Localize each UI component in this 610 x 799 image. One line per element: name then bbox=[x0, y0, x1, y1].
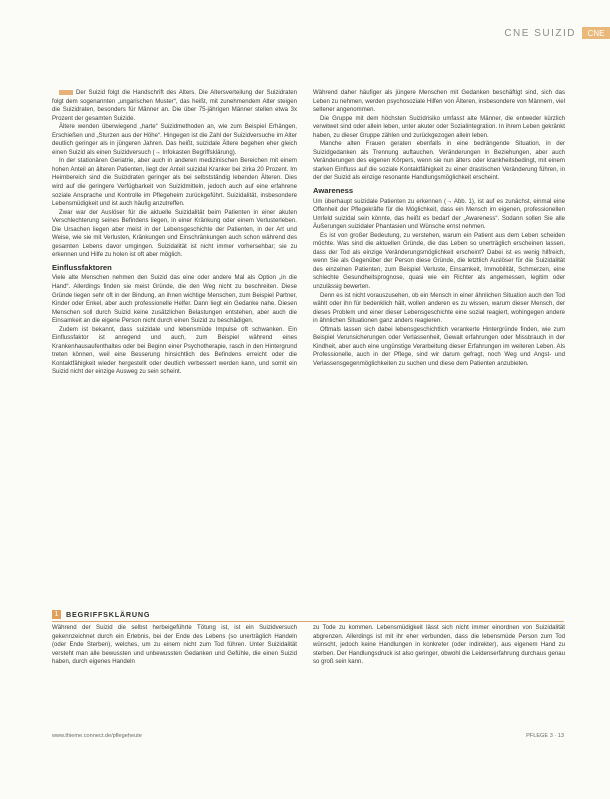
paragraph bbox=[313, 89, 565, 115]
paragraph-text: Es ist von großer Bedeutung, zu verstehen, warum ein Patient aus dem Leben scheiden möchte. Was sind die aktuellen Gründe, die das Leben so unerträglich erscheinen lassen, dass der Tod als einzige Veränderungsmöglichkeit erscheint? Dabei ist es wenig hilfreich, wenn Sie als Gegenüber der Person diese Gründe, die letztlich Auslöser für die Suizidalität des einzelnen Patienten, zum Beispiel Verluste, Einsamkeit, Immobilität, Schmerzen, eine schlechte Gesundheitsprognose, quasi wie ein Richter als angemessen, legitim oder unzulässig bewerten. bbox=[313, 232, 565, 290]
paragraph-text: Der Suizid folgt die Handschrift des Alters. Die Altersverteilung der Suizidraten folgt dem sogenannten „ungarischen Muster“, das heißt, mit zunehmendem Alter steigen die Suizidraten, besonders für Männer an. Die über 75-jährigen Männer stellen etwa 3x Prozent der gesamten Suizide. bbox=[52, 90, 297, 122]
paragraph bbox=[52, 274, 297, 325]
heading-text: Awareness bbox=[313, 186, 354, 196]
paragraph bbox=[313, 115, 565, 141]
section-tab: CNE bbox=[582, 27, 610, 39]
paragraph bbox=[52, 209, 297, 260]
paragraph bbox=[313, 140, 565, 183]
right-column bbox=[313, 89, 565, 594]
info-box-left-text: Während der Suizid die selbst herbeigeführte Tötung ist, ist ein Suizidversuch gekennzeichnet durch ein Erlebnis, bei der Ende des Lebens (so unerträglich Handeln (oder Ende Sterben), welches, um zu einem nicht zum Tod führen. Unter Suizidalität versteht man alle bewussten und unbewussten Gedanken und Gefühle, die einen Suizid haben, durch eigenes Handeln bbox=[52, 625, 297, 666]
heading-text: Einflussfaktoren bbox=[52, 262, 112, 272]
paragraph bbox=[52, 123, 297, 157]
paragraph-text: Denn es ist nicht vorauszusehen, ob ein Mensch in einer ähnlichen Situation auch den Tod wählt oder ihn für bedenklich hält, wollen anderen es zu wissen, warum dieser Mensch, der dieses Problem und einer dieser Lebensgeschichte eine sozial reagiert, wohingegen andere in ähnlichen Situationen ganz anders reagieren. bbox=[313, 292, 565, 325]
paragraph-text: Viele alte Menschen nehmen den Suizid das eine oder andere Mal als Option „in die Hand“. Allerdings finden sie meist Gründe, die den Weg nicht zu beschreiten. Diese Gründe liegen sehr oft in der Bindung, an ihnen wichtige Menschen, zum Beispiel Partner, Kinder oder Enkel, aber auch professionelle Helfer. Dann liegt ein Gedanke nahe. Diesen Menschen soll durch Suizid keine zusätzlichen Belastungen entstehen, aber auch die Einsamkeit an die eigene Person nicht durch einen Suizid zu beschädigen. bbox=[52, 275, 297, 325]
page-header bbox=[504, 26, 610, 40]
footer-page-number: PFLEGE 3 · 13 bbox=[526, 733, 564, 739]
info-box-label: BEGRIFFSKLÄRUNG bbox=[66, 609, 151, 619]
paragraph bbox=[313, 198, 565, 232]
paragraph-text: Um überhaupt suizidale Patienten zu erkennen (→ Abb. 1), ist auf es zunächst, einmal eine Offenheit der Pflegekräfte für die Möglichkeit, dass ein Mensch im eigenen, professionellen Umfeld suizidal sein könnte, das heißt es bedarf der „Awareness“. Sodann sollen Sie alle Äußerungen suizidaler Phantasien und Wünsche ernst nehmen. bbox=[313, 198, 565, 231]
paragraph bbox=[52, 326, 297, 377]
paragraph-text: Manche alten Frauen geraten ebenfalls in eine bedrängende Situation, in der Suizidgedanken als Trennung auftauchen. Veränderungen in Beziehungen, aber auch Veränderungen des eigenen Körpers, wenn sie nun älters oder krankheitsbedingt, mit einem starken Einfluss auf die soziale Kontaktfähigkeit zu einer drastischen Veränderung führen, in der der Suizid als einzige resonante Handlungsmöglichkeit erscheint. bbox=[313, 141, 565, 182]
section-marker bbox=[59, 90, 73, 95]
paragraph bbox=[52, 157, 297, 208]
section-heading bbox=[52, 263, 297, 273]
paragraph bbox=[313, 292, 565, 326]
paragraph-text: Zudem ist bekannt, dass suizidale und lebensmüde Impulse oft schwanken. Ein Einflussfaktor ist anregend und auch, zum Beispiel während eines Krankenhausaufenthaltes oder bei Beginn einer Psychotherapie, rasch in den Hintergrund treten können, weil eine Besserung hinsichtlich des Befindens erreicht oder die Kontaktfähigkeit wieder hergestellt oder deutlich verbessert werden kann, und somit ein Suizid nicht der einzige Ausweg zu sein scheint. bbox=[52, 326, 297, 376]
section-title: CNE SUIZID bbox=[504, 27, 576, 39]
info-box-right-text: zu Tode zu kommen. Lebensmüdigkeit lässt sich nicht immer einordnen von Suizidalität abgrenzen. Allerdings ist mit ihr eher verbunden, dass die lebensmüde Person zum Tod wünscht, jedoch keine Handlungen in konkreter (oder indirekter), aus eigenem Hand zu sterben. Der Handlungsdruck ist also geringer, obwohl die Leidenserfahrung durchaus genau so groß sein kann. bbox=[313, 625, 565, 666]
info-box-divider bbox=[52, 621, 564, 622]
paragraph bbox=[52, 89, 297, 123]
footer-url[interactable]: www.thieme.connect.de/pflegeheute bbox=[52, 733, 142, 739]
paragraph bbox=[313, 326, 565, 369]
paragraph-text: Oftmals lassen sich dabei lebensgeschichtlich verankerte Hintergründe finden, wie zum Beispiel Verunsicherungen oder Verlassenheit, Gewalt erfahrungen oder Missbrauch in der Kindheit, aber auch eine ungünstige Verarbeitung dieser Erfahrungen im weiteren Leben. Als Professionelle, auch in der Pflege, sind wir darum gefragt, noch Weg und Angst- und Verlassensgegenmöglichkeiten zu suchen und diese dem Patienten anzubieten. bbox=[313, 326, 565, 367]
info-box-right bbox=[313, 624, 565, 712]
paragraph-text: Ältere wenden überwiegend „harte“ Suizidmethoden an, wie zum Beispiel Erhängen, Erschießen und „Sturzen aus der Höhe“. Hingegen ist die Zahl der Suizidversuche im Alter deutlich geringer als in jüngeren Jahren. Das heißt, suizidale Ältere begehen eher gleich einen Suizid als einen Suizidversuch (→ Infokasten Begriffsklärung). bbox=[52, 124, 297, 156]
info-box-left bbox=[52, 624, 297, 712]
info-box-header bbox=[52, 608, 564, 620]
paragraph-text: Die Gruppe mit dem höchsten Suizidrisiko umfasst alte Männer, die entweder kürzlich verwitwet sind oder allein leben, unter akuter oder Sozialintegration. In ihrem Leben gekränkt haben, zu dieser Gruppe zählen und zurückgezogen allein leben. bbox=[313, 115, 565, 139]
paragraph-text: In der stationären Geriatrie, aber auch in anderen medizinischen Bereichen mit einem hohen Anteil an älteren Patienten, liegt der Anteil suizidal Kranker bei zirka 20 Prozent. Im Heimbereich sind die Suizidraten geringer als bei selbstständig lebenden Älteren. Dies wird auf die geringere Verfügbarkeit von Suizidmitteln, jedoch auch auf eine erfahrene soziale Ansprache und Kontrolle im Pflegeheim zurückgeführt. Suizidalität, insbesondere Lebensmüdigkeit und ist auch häufig anzutreffen. bbox=[52, 158, 297, 208]
paragraph bbox=[313, 232, 565, 292]
paragraph-text: Zwar war der Auslöser für die aktuelle Suizidalität beim Patienten in einer akuten Verschlechterung seines Befindens liegen, in einer Kränkung oder einem Verlusterleben. Die Ursachen liegen aber meist in der Lebensgeschichte der Patienten, in der Art und Weise, wie sie mit Verlusten, Kränkungen und Einschränkungen auch schon während des gesamten Lebens davor umgingen. Suizidalität ist nicht immer vorhersehbar; sie zu erkennen und Hilfe zu holen ist oft aber möglich. bbox=[52, 209, 297, 259]
info-box-number: 1 bbox=[52, 610, 61, 619]
section-heading bbox=[313, 186, 565, 196]
left-column bbox=[52, 89, 297, 589]
paragraph-text: Während daher häufiger als jüngere Menschen mit Gedanken beschäftigt sind, sich das Leben zu nehmen, werden psychosoziale Hilfen von Älteren, insbesondere von Männern, viel seltener angenommen. bbox=[313, 90, 565, 114]
